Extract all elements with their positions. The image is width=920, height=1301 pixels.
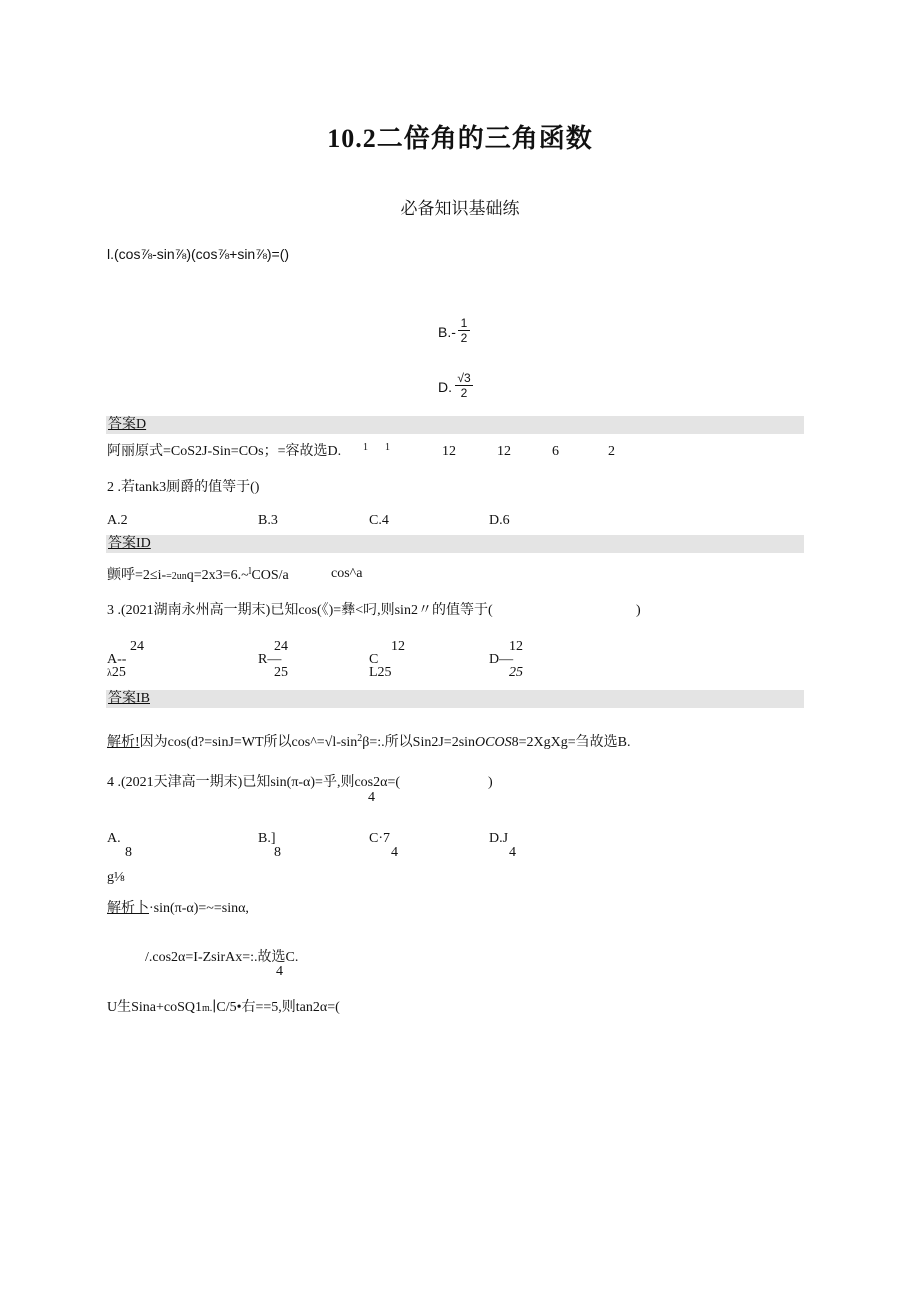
q1-superscript-2: 1: [385, 442, 390, 453]
q4-note: g⅛: [107, 870, 125, 885]
question-2-stem: 2 .若tank3厠爵的值等于(): [107, 480, 260, 495]
question-4-stem: 4 .(2021天津高一期末)已知sin(π-α)=乎,则cos2α=(: [107, 775, 401, 790]
q3-analysis-part-b: β=:.所以Sin2J=2sin: [362, 735, 476, 750]
q3-analysis-italic: OCOS: [475, 735, 512, 750]
question-5-stem: [107, 1001, 340, 1015]
q3-option-a-denominator: [107, 666, 126, 680]
q2-analysis-superscript: l: [248, 566, 252, 577]
q1-option-b-numerator: 1: [460, 316, 468, 330]
q3-option-a-den: 25: [111, 665, 126, 680]
q1-option-d-numerator: √3: [457, 371, 471, 385]
q3-option-d-label: D—: [489, 652, 514, 667]
q4-option-c-denominator: 4: [391, 845, 398, 860]
q3-option-b-numerator: 24: [274, 639, 288, 654]
q1-option-d-fraction: [455, 372, 473, 399]
q4-stem-denominator: 4: [368, 790, 375, 805]
q2-analysis-part-b: q=2x3=6.~: [186, 568, 249, 583]
q3-option-b-label: R—: [258, 652, 282, 667]
q2-analysis-part-c: COS/a: [251, 568, 289, 583]
q1-option-d-label: D.: [438, 379, 452, 395]
q3-analysis-label: 解析!: [107, 735, 140, 750]
question-3-stem: 3 .(2021湖南永州高一期末)已知cos(《)=彝<叼,则sin2〃的值等于(: [107, 603, 493, 618]
q2-option-d: D.6: [489, 513, 510, 528]
q5-stem-part-a: U生Sina+coSQ1: [107, 1000, 203, 1015]
q3-analysis: [107, 734, 630, 750]
q3-analysis-part-a: 因为cos(d?=sinJ=WT所以cos^=√l-sin: [139, 735, 358, 750]
q4-option-b: B.]: [258, 831, 276, 846]
q1-tail-1: 12: [442, 444, 456, 459]
q3-option-b-denominator: 25: [274, 665, 288, 680]
q3-answer: 答案IB: [108, 691, 150, 706]
q3-option-c-label: C: [369, 652, 379, 667]
section-subtitle: 必备知识基础练: [400, 199, 520, 218]
q3-option-d-numerator: 12: [509, 639, 523, 654]
q4-analysis-label: 解析卜: [107, 901, 149, 916]
q3-option-c-denominator: L25: [369, 665, 392, 680]
q2-answer-band: [106, 535, 804, 553]
q5-stem-subscript: m.: [202, 1003, 213, 1014]
q3-stem-close: ): [636, 603, 641, 618]
q3-analysis-superscript: 2: [357, 733, 363, 744]
q4-analysis-text-1: ·sin(π-α)=~=sinα,: [149, 901, 249, 916]
q3-option-a-label: A--: [107, 652, 127, 667]
q3-option-a-numerator: 24: [130, 639, 144, 654]
q3-option-d-denominator: 25: [509, 665, 523, 680]
q4-option-d-denominator: 4: [509, 845, 516, 860]
q1-option-b-denominator: 2: [460, 331, 468, 345]
q4-option-a-denominator: 8: [125, 845, 132, 860]
q4-option-a: A.: [107, 831, 121, 846]
q4-stem-close: ): [488, 775, 493, 790]
q4-analysis-line-2: /.cos2α=I-ZsirAx=:.故选C.: [145, 950, 299, 965]
q2-option-b: B.3: [258, 513, 278, 528]
page-title: 10.2二倍角的三角函数: [327, 124, 593, 153]
q2-analysis-part-a: 颤呼=2≤i-: [107, 568, 167, 583]
q2-analysis: [107, 567, 289, 583]
question-1-stem: l.(cos⅞-sin⅞)(cos⅞+sin⅞)=(): [107, 246, 290, 262]
q1-tail-4: 2: [608, 444, 615, 459]
q1-tail-3: 6: [552, 444, 559, 459]
q4-option-d: D.J: [489, 831, 509, 846]
q2-analysis-part-d: cos^a: [331, 566, 363, 581]
q2-option-c: C.4: [369, 513, 389, 528]
q2-answer: 答案ID: [108, 536, 151, 551]
q4-option-b-denominator: 8: [274, 845, 281, 860]
q4-option-c: C·7: [369, 831, 390, 846]
q4-analysis-line-1: [107, 902, 249, 916]
q3-option-a-prefix: λ: [107, 668, 112, 679]
q1-option-b-fraction: [458, 317, 470, 344]
q1-tail-2: 12: [497, 444, 511, 459]
q3-option-c-numerator: 12: [391, 639, 405, 654]
q1-answer: 答案D: [108, 417, 147, 432]
q2-option-a: A.2: [107, 513, 128, 528]
q1-answer-band: [106, 416, 804, 434]
q2-analysis-subscript: =2un: [166, 571, 187, 582]
q4-analysis-line-2-denominator: 4: [276, 964, 283, 979]
q3-answer-band: [106, 690, 804, 708]
q1-analysis: 阿丽原式=CoS2J-Sin=COs；=容故选D.: [107, 444, 342, 459]
q1-option-b-label: B.-: [438, 324, 456, 340]
q3-analysis-part-c: 8=2XgXg=刍故选B.: [511, 735, 631, 750]
q1-superscript-1: 1: [363, 442, 368, 453]
q1-option-d-denominator: 2: [460, 386, 468, 400]
q5-stem-part-b: ∣C/5•右==5,则tan2α=(: [212, 1000, 340, 1015]
